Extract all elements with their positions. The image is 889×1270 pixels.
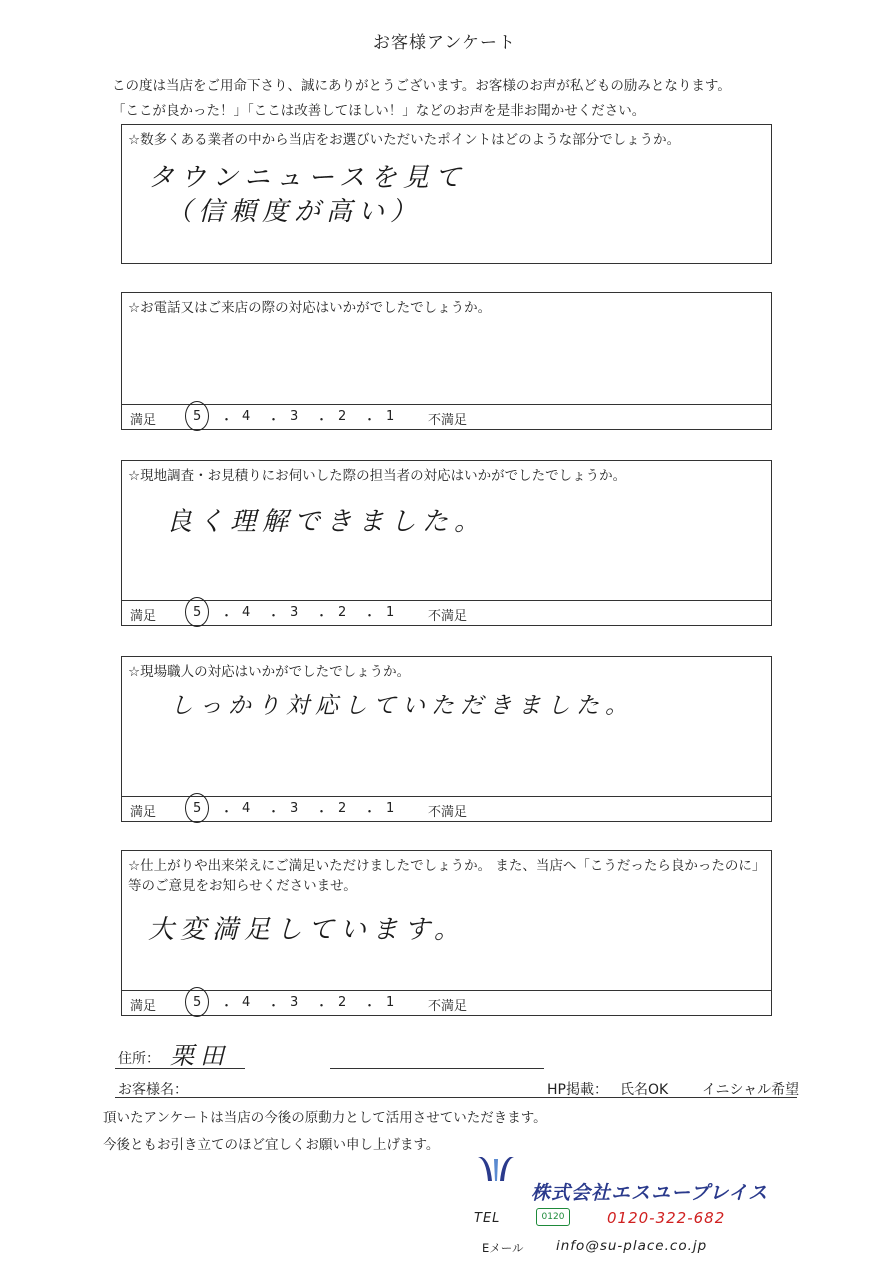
rating-scale-2: 満足 5 ・ 4 ・ 3 ・ 2 ・ 1 不満足 [122,404,771,429]
rating-scale-4: 満足 5 ・ 4 ・ 3 ・ 2 ・ 1 不満足 [122,796,771,821]
scale-4[interactable]: 4 [242,801,251,816]
footer-line-1: 頂いたアンケートは当店の今後の原動力として活用させていただきます。 [103,1110,547,1126]
intro-line-2: 「ここが良かった！」「ここは改善してほしい！」などのお声を是非お聞かせください。 [112,103,646,119]
scale-3[interactable]: 3 [290,409,299,424]
question-4-box [121,656,772,822]
scale-4[interactable]: 4 [242,409,251,424]
scale-1[interactable]: 1 [386,605,395,620]
company-name: 株式会社エスユープレイス [531,1182,769,1204]
scale-5[interactable]: 5 [193,801,202,816]
question-1-text: ☆数多くある業者の中から当店をお選びいただいたポイントはどのような部分でしょうか。 [128,132,681,148]
scale-right-label: 不満足 [428,805,468,820]
question-1-answer-line-1: タウンニュースを見て [148,163,467,193]
question-5-text-2: 等のご意見をお知らせくださいませ。 [128,878,357,894]
question-5-text: ☆仕上がりや出来栄えにご満足いただけましたでしょうか。 また、当店へ「こうだったら良かったのに」 [128,858,766,874]
address-underline-2 [330,1068,544,1069]
scale-1[interactable]: 1 [386,995,395,1010]
scale-2[interactable]: 2 [338,995,347,1010]
scale-4[interactable]: 4 [242,605,251,620]
address-value[interactable]: 栗田 [170,1042,230,1070]
email-label: Eメール [482,1241,524,1255]
question-5-box [121,850,772,1016]
customer-name-underline [115,1097,797,1098]
address-underline [115,1068,245,1069]
scale-left-label: 満足 [130,413,157,428]
question-2-box [121,292,772,430]
scale-right-label: 不満足 [428,999,468,1014]
company-logo-icon [476,1155,516,1183]
scale-3[interactable]: 3 [290,605,299,620]
scale-5[interactable]: 5 [193,605,202,620]
tel-number[interactable]: 0120-322-682 [607,1209,726,1227]
rating-scale-5: 満足 5 ・ 4 ・ 3 ・ 2 ・ 1 不満足 [122,990,771,1015]
rating-scale-3: 満足 5 ・ 4 ・ 3 ・ 2 ・ 1 不満足 [122,600,771,625]
scale-3[interactable]: 3 [290,801,299,816]
scale-4[interactable]: 4 [242,995,251,1010]
scale-2[interactable]: 2 [338,605,347,620]
scale-left-label: 満足 [130,609,157,624]
question-2-text: ☆お電話又はご来店の際の対応はいかがでしたでしょうか。 [128,300,492,316]
question-4-text: ☆現場職人の対応はいかがでしたでしょうか。 [128,664,411,680]
tel-label: TEL [474,1211,501,1226]
free-dial-icon: 0120 [536,1208,570,1226]
question-1-answer-line-2: （信頼度が高い） [166,197,423,227]
hp-option-initial[interactable]: イニシャル希望 [702,1082,800,1098]
scale-right-label: 不満足 [428,609,468,624]
question-3-box [121,460,772,626]
hp-option-name-ok[interactable]: 氏名OK [620,1082,669,1098]
question-5-answer: 大変満足しています。 [148,915,466,945]
email-address[interactable]: info@su-place.co.jp [556,1238,708,1254]
question-4-answer: しっかり対応していただきました。 [170,693,634,719]
page-title: お客様アンケート [373,33,516,53]
scale-2[interactable]: 2 [338,801,347,816]
scale-5[interactable]: 5 [193,995,202,1010]
address-label: 住所： [118,1051,160,1067]
question-3-answer: 良く理解できました。 [166,507,487,537]
hp-label: HP掲載： [547,1082,608,1098]
footer-line-2: 今後ともお引き立てのほど宜しくお願い申し上げます。 [103,1137,440,1153]
scale-1[interactable]: 1 [386,801,395,816]
scale-1[interactable]: 1 [386,409,395,424]
intro-line-1: この度は当店をご用命下さり、誠にありがとうございます。お客様のお声が私どもの励みとなります。 [112,78,731,94]
customer-name-label: お客様名： [118,1082,188,1098]
scale-left-label: 満足 [130,999,157,1014]
question-3-text: ☆現地調査・お見積りにお伺いした際の担当者の対応はいかがでしたでしょうか。 [128,468,627,484]
scale-3[interactable]: 3 [290,995,299,1010]
scale-right-label: 不満足 [428,413,468,428]
question-1-box [121,124,772,264]
scale-5[interactable]: 5 [193,409,202,424]
scale-left-label: 満足 [130,805,157,820]
scale-2[interactable]: 2 [338,409,347,424]
